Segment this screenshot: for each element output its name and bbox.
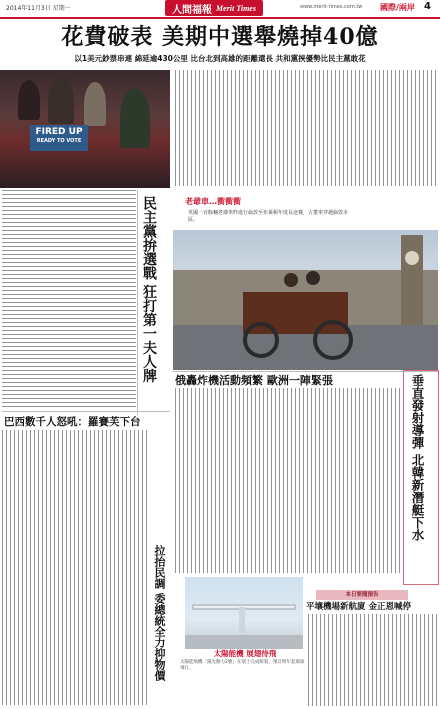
section-name: 國際/兩岸: [380, 3, 415, 12]
plane-caption-title: 太陽能機 展翅待飛: [213, 649, 277, 658]
car-feature-title: 老爺車…衝衝衝: [185, 197, 241, 206]
story-divider: [2, 411, 170, 412]
headline-lamp: 拉抬民調 委總統全力抑物價: [153, 545, 166, 681]
plane-caption-text: 太陽能飛機「陽光動力2號」在瑞士完成組裝，預計明年起環球飛行。: [180, 660, 305, 671]
newspaper-logo: [165, 0, 263, 16]
rally-person: [18, 80, 40, 120]
car-body: [243, 292, 348, 334]
hangar-floor: [185, 635, 303, 649]
main-headline: 花費破表 美期中選舉燒掉40億: [61, 24, 379, 50]
article-text-block: [175, 70, 437, 186]
masthead-rule: [0, 17, 440, 19]
rally-person: [48, 76, 74, 124]
issue-date: 2014年11月3日 星期一: [6, 5, 71, 12]
clock-face: [405, 251, 419, 265]
page-number: 4: [424, 1, 431, 12]
main-subhead: 以1美元鈔票串連 綿延逾430公里 比台北到高雄的距離還長 共和黨挾優勢比民主黨敢花: [74, 54, 366, 63]
banner-line1: FIRED UP: [35, 127, 83, 137]
article-text-block: [2, 190, 136, 410]
logo-chinese: 人間福報: [172, 4, 213, 16]
rally-person: [120, 88, 150, 148]
solar-plane-photo: [185, 577, 303, 649]
headline-brazil: 巴西數千人怒吼：羅賽芙下台: [4, 416, 141, 428]
article-text-block: [308, 614, 438, 706]
headline-north-korea: 垂直發射導彈 北韓新潛艇下水: [410, 374, 425, 541]
plane-fuselage: [239, 607, 245, 633]
website-url: www.merit-times.com.tw: [300, 4, 363, 10]
rally-person: [84, 82, 106, 126]
car-feature-caption: 英國一百餘輛老爺車昨進行倫敦至布萊頓年度長途賽，古董車穿越倫敦市區。: [188, 210, 349, 223]
column-divider: [137, 190, 138, 415]
clock-tower: [401, 235, 423, 325]
article-text-block: [2, 430, 147, 705]
vintage-car-photo: [173, 230, 438, 370]
headline-ukraine: 俄轟炸機活動頻繁 歐洲一陣緊張: [175, 374, 333, 387]
preview-tag: 本日要聞預告: [316, 590, 408, 600]
article-text-block: [175, 388, 400, 573]
banner-line2: READY TO VOTE: [36, 138, 82, 144]
driver: [284, 273, 298, 287]
logo-english: Merit Times: [216, 3, 256, 13]
car-photo-art: [173, 230, 438, 370]
plane-photo-art: [185, 577, 303, 649]
headline-dems: 民主黨拚選戰 狂打第一夫人牌: [141, 196, 157, 383]
rally-photo: [0, 70, 170, 188]
headline-airport: 平壤機場新航廈 金正恩喊停: [306, 602, 411, 612]
rally-banner: [30, 125, 88, 151]
masthead: [0, 0, 440, 17]
passenger: [306, 271, 320, 285]
